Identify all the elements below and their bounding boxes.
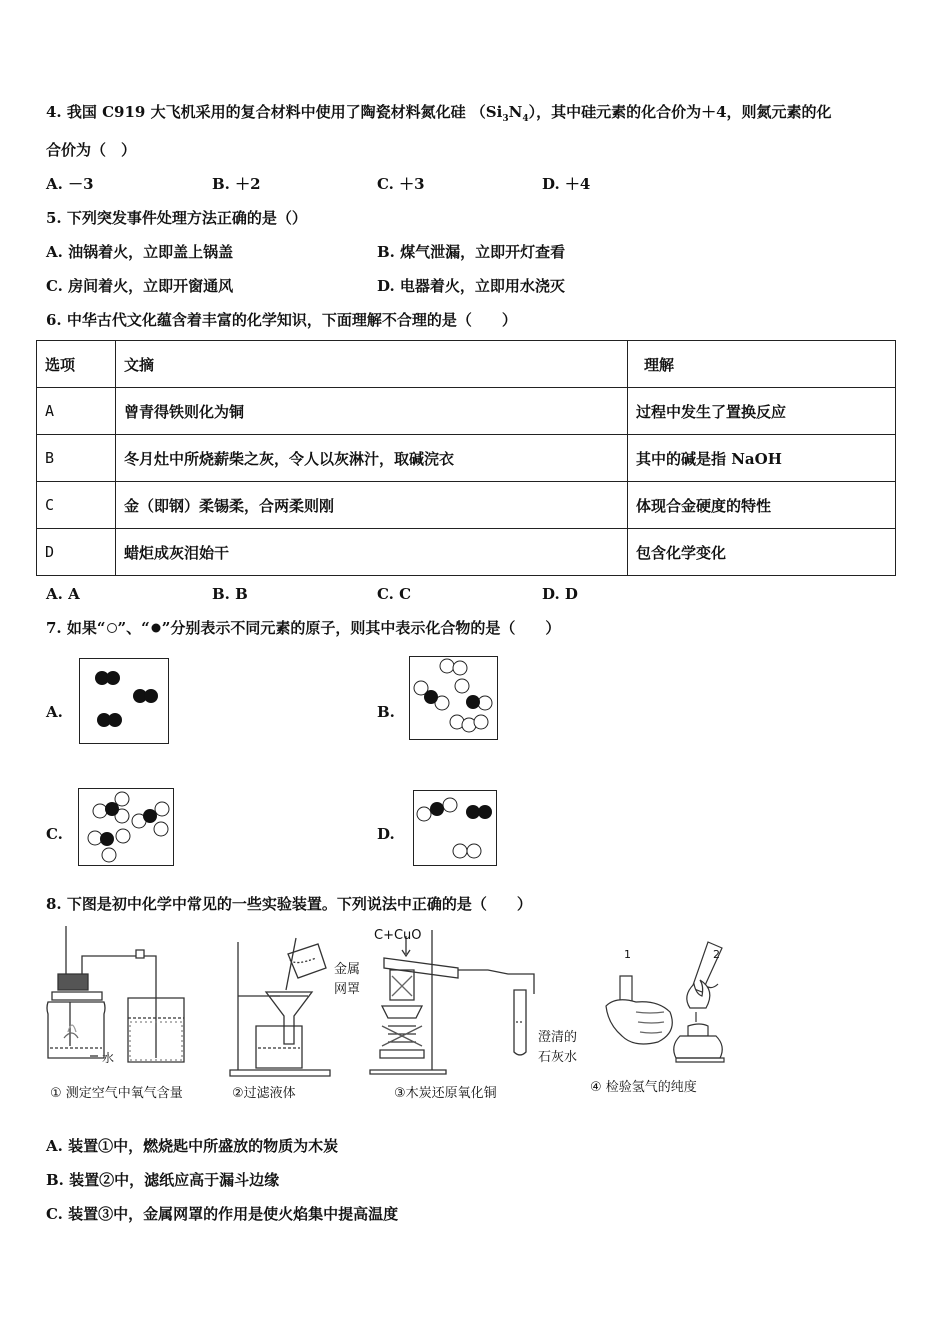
black-atom-icon: [150, 622, 162, 634]
q5-option-c: C. 房间着火，立即开窗通风: [46, 277, 234, 295]
header-understanding: 理解: [628, 341, 896, 388]
q4-option-a: A. －3: [46, 175, 94, 193]
row-c-option: C: [37, 482, 116, 529]
q6-option-c: C. C: [377, 585, 412, 603]
row-b-understanding: 其中的碱是指 NaOH: [628, 435, 896, 482]
q7-label-b: B.: [377, 703, 395, 721]
q4-stem-line1: 4. 我国 C919 大飞机采用的复合材料中使用了陶瓷材料氮化硅 $(Si_3N_4)$，其中硅元素的化合价为＋4，则氮元素的化: [46, 103, 832, 124]
q7-label-d: D.: [377, 825, 395, 843]
tube-1-label: 1: [624, 948, 631, 961]
apparatus-oxygen-measurement: [40, 922, 220, 1082]
row-d-understanding: 包含化学变化: [628, 529, 896, 576]
q8-option-a: A. 装置①中，燃烧匙中所盛放的物质为木炭: [46, 1137, 339, 1155]
q6-table: [36, 340, 896, 576]
row-a-option: A: [37, 388, 116, 435]
q7-diagram-c: [78, 788, 174, 866]
header-option: 选项: [37, 341, 116, 388]
row-d-excerpt: 蜡炬成灰泪始干: [116, 529, 628, 576]
row-a-understanding: 过程中发生了置换反应: [628, 388, 896, 435]
row-b-excerpt: 冬月灶中所烧薪柴之灰，令人以灰淋汁，取碱浣衣: [116, 435, 628, 482]
q6-stem: 6. 中华古代文化蕴含着丰富的化学知识，下面理解不合理的是（ ）: [46, 311, 517, 329]
metal-mesh-label-1: 金属: [334, 962, 361, 977]
table-row: [37, 482, 896, 529]
q6-option-d: D. D: [542, 585, 578, 603]
table-header-row: [37, 341, 896, 388]
apparatus-carbon-reduction: [330, 926, 600, 1076]
header-excerpt: 文摘: [116, 341, 628, 388]
table-row: [37, 388, 896, 435]
caption-1: ① 测定空气中氧气含量: [50, 1086, 183, 1101]
caption-3: ③木炭还原氧化铜: [394, 1086, 497, 1101]
white-atom-icon: [106, 622, 118, 634]
q7-stem: 7. 如果“ ”、“ ”分别表示不同元素的原子，则其中表示化合物的是（ ）: [46, 619, 561, 637]
caption-4: ④ 检验氢气的纯度: [590, 1080, 697, 1095]
apparatus-filtration: [228, 930, 338, 1080]
water-label: 水: [102, 1051, 115, 1065]
metal-mesh-label-2: 网罩: [334, 982, 361, 997]
caption-2: ②过滤液体: [232, 1086, 296, 1101]
q5-stem: 5. 下列突发事件处理方法正确的是（）: [46, 209, 307, 227]
apparatus-hydrogen-purity: [600, 936, 740, 1076]
q7-label-a: A.: [46, 703, 63, 721]
q5-option-a: A. 油锅着火，立即盖上锅盖: [46, 243, 234, 261]
c-cuo-label: C+CuO: [374, 928, 422, 943]
q4-stem-line2: 合价为（ ）: [46, 141, 137, 159]
q4-option-c: C. ＋3: [377, 175, 425, 193]
row-b-option: B: [37, 435, 116, 482]
q8-option-b: B. 装置②中，滤纸应高于漏斗边缘: [46, 1171, 280, 1189]
row-d-option: D: [37, 529, 116, 576]
q6-option-b: B. B: [212, 585, 248, 603]
q4-option-b: B. ＋2: [212, 175, 261, 193]
q7-label-c: C.: [46, 825, 63, 843]
q8-option-c: C. 装置③中，金属网罩的作用是使火焰集中提高温度: [46, 1205, 399, 1223]
q7-diagram-d: [413, 790, 497, 866]
row-c-understanding: 体现合金硬度的特性: [628, 482, 896, 529]
q7-diagram-a: [79, 658, 169, 744]
q6-option-a: A. A: [46, 585, 80, 603]
table-row: [37, 435, 896, 482]
q5-option-d: D. 电器着火，立即用水浇灭: [377, 277, 565, 295]
tube-2-label: 2: [713, 948, 720, 961]
table-row: [37, 529, 896, 576]
q8-stem: 8. 下图是初中化学中常见的一些实验装置。下列说法中正确的是（ ）: [46, 895, 532, 913]
limewater-label-2: 石灰水: [538, 1050, 578, 1065]
q5-option-b: B. 煤气泄漏，立即开灯查看: [377, 243, 566, 261]
row-a-excerpt: 曾青得铁则化为铜: [116, 388, 628, 435]
q7-diagram-b: [409, 656, 498, 740]
q4-option-d: D. ＋4: [542, 175, 591, 193]
row-c-excerpt: 金（即钢）柔锡柔，合两柔则刚: [116, 482, 628, 529]
limewater-label-1: 澄清的: [538, 1030, 578, 1045]
